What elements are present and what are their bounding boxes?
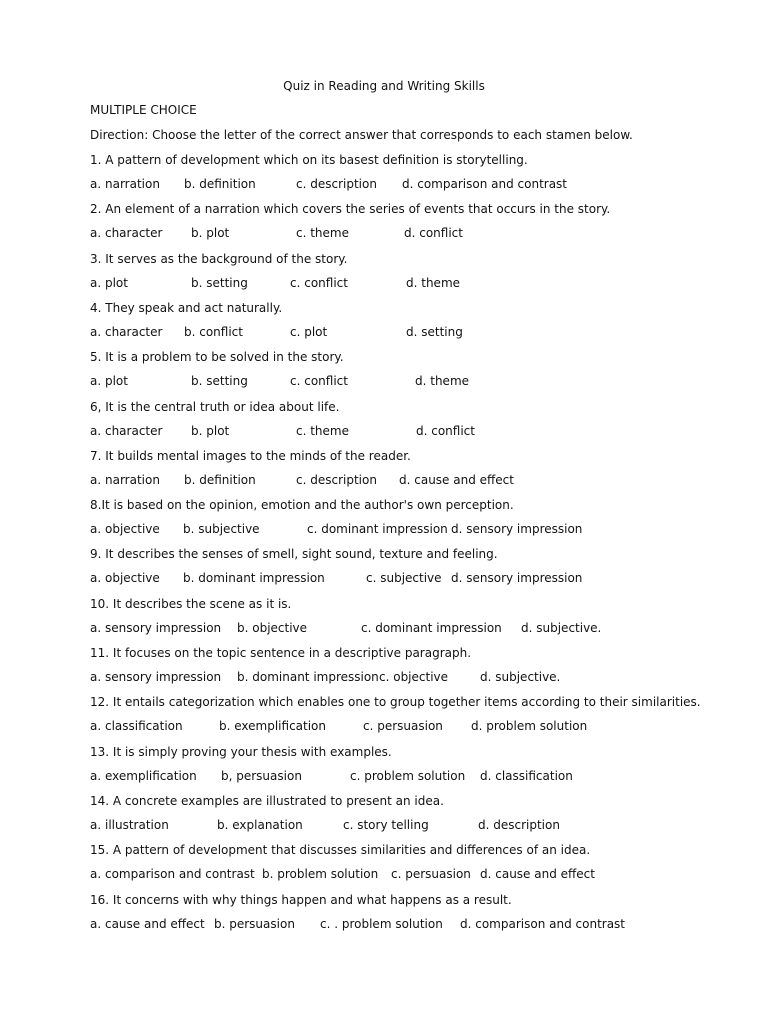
question-5-option-d: d. theme [415,374,470,388]
question-13-text: 13. It is simply proving your thesis with examples. [90,745,392,759]
question-16-option-b: b. persuasion [214,917,295,931]
question-15-text: 15. A pattern of development that discusses similarities and differences of an idea. [90,843,591,857]
question-6-option-a: a. character [90,424,163,438]
question-6-option-c: c. theme [296,424,349,438]
question-8-option-a: a. objective [90,522,160,536]
question-11-option-a: a. sensory impression [90,670,222,684]
question-14-option-b: b. explanation [217,818,303,832]
question-8-option-c: c. dominant impression [307,522,448,536]
section-heading: MULTIPLE CHOICE [90,103,197,117]
question-13-option-c: c. problem solution [350,769,466,783]
question-15-option-c: c. persuasion [391,867,471,881]
question-12-option-a: a. classification [90,719,183,733]
question-10-text: 10. It describes the scene as it is. [90,597,292,611]
question-2-option-d: d. conflict [404,226,463,240]
question-16-option-c: c. . problem solution [320,917,443,931]
question-16-text: 16. It concerns with why things happen and what happens as a result. [90,893,512,907]
question-15-option-a: a. comparison and contrast [90,867,255,881]
question-9-option-a: a. objective [90,571,160,585]
question-4-option-c: c. plot [290,325,328,339]
question-11-option-c: c. objective [379,670,449,684]
question-4-option-b: b. conflict [184,325,243,339]
question-1-text: 1. A pattern of development which on its basest definition is storytelling. [90,153,528,167]
question-10-option-c: c. dominant impression [361,621,502,635]
question-9-text: 9. It describes the senses of smell, sight sound, texture and feeling. [90,547,498,561]
question-7-option-b: b. definition [184,473,256,487]
question-15-option-d: d. cause and effect [480,867,595,881]
question-10-option-b: b. objective [237,621,308,635]
document-title: Quiz in Reading and Writing Skills [283,79,485,93]
question-14-option-c: c. story telling [343,818,429,832]
question-7-text: 7. It builds mental images to the minds of the reader. [90,449,411,463]
question-8-text: 8.It is based on the opinion, emotion and the author's own perception. [90,498,514,512]
question-5-option-c: c. conflict [290,374,348,388]
question-3-option-d: d. theme [406,276,461,290]
direction-text: Direction: Choose the letter of the correct answer that corresponds to each stamen below. [90,128,633,142]
question-1-option-b: b. definition [184,177,256,191]
question-6-option-d: d. conflict [416,424,475,438]
question-12-option-d: d. problem solution [471,719,588,733]
question-12-text: 12. It entails categorization which enables one to group together items according to their similarities. [90,695,701,709]
question-9-option-c: c. subjective [366,571,442,585]
question-6-option-b: b. plot [191,424,230,438]
question-4-text: 4. They speak and act naturally. [90,301,283,315]
question-14-option-a: a. illustration [90,818,169,832]
question-11-option-b: b. dominant impression [237,670,379,684]
question-11-option-d: d. subjective. [480,670,561,684]
question-2-option-a: a. character [90,226,163,240]
question-10-option-a: a. sensory impression [90,621,222,635]
question-9-option-b: b. dominant impression [183,571,325,585]
question-5-text: 5. It is a problem to be solved in the story. [90,350,344,364]
question-3-option-b: b. setting [191,276,248,290]
question-5-option-a: a. plot [90,374,128,388]
question-1-option-c: c. description [296,177,377,191]
question-16-option-a: a. cause and effect [90,917,205,931]
question-12-option-b: b. exemplification [219,719,327,733]
question-6-text: 6, It is the central truth or idea about life. [90,400,340,414]
question-1-option-d: d. comparison and contrast [402,177,568,191]
question-3-option-c: c. conflict [290,276,348,290]
question-9-option-d: d. sensory impression [451,571,583,585]
question-14-option-d: d. description [478,818,560,832]
question-2-option-c: c. theme [296,226,349,240]
question-7-option-a: a. narration [90,473,160,487]
question-10-option-d: d. subjective. [521,621,602,635]
question-2-text: 2. An element of a narration which covers the series of events that occurs in the story. [90,202,611,216]
question-8-option-b: b. subjective [183,522,260,536]
question-8-option-d: d. sensory impression [451,522,583,536]
question-13-option-d: d. classification [480,769,573,783]
question-4-option-a: a. character [90,325,163,339]
question-3-option-a: a. plot [90,276,128,290]
question-5-option-b: b. setting [191,374,248,388]
question-3-text: 3. It serves as the background of the story. [90,252,348,266]
question-1-option-a: a. narration [90,177,160,191]
question-14-text: 14. A concrete examples are illustrated to present an idea. [90,794,444,808]
question-11-text: 11. It focuses on the topic sentence in a descriptive paragraph. [90,646,472,660]
question-13-option-b: b, persuasion [221,769,302,783]
question-13-option-a: a. exemplification [90,769,197,783]
question-7-option-c: c. description [296,473,377,487]
question-15-option-b: b. problem solution [262,867,379,881]
question-7-option-d: d. cause and effect [399,473,514,487]
question-16-option-d: d. comparison and contrast [460,917,626,931]
question-4-option-d: d. setting [406,325,463,339]
question-12-option-c: c. persuasion [363,719,443,733]
question-2-option-b: b. plot [191,226,230,240]
